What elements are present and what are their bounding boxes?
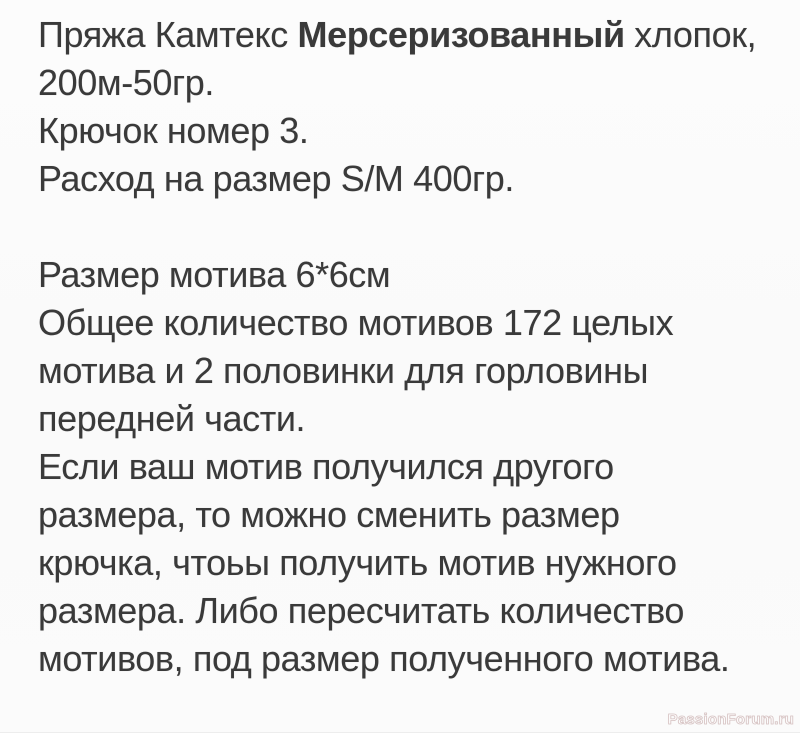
text-line-yarn-title bbox=[38, 11, 780, 59]
text-line-advice-1: Если ваш мотив получился другого bbox=[38, 446, 614, 487]
watermark: PassionForum.ru bbox=[667, 711, 794, 728]
text-line-advice-2: размера, то можно сменить размер bbox=[38, 494, 620, 535]
yarn-title-bold: Мерсеризованный bbox=[297, 14, 625, 55]
text-line-advice-4: размера. Либо пересчитать количество bbox=[38, 590, 685, 631]
document-text bbox=[38, 11, 780, 683]
text-line-motif-count-2: мотива и 2 половинки для горловины bbox=[38, 350, 649, 391]
text-line-motif-count-1: Общее количество мотивов 172 целых bbox=[38, 302, 674, 343]
text-line-motif-count-3: передней части. bbox=[38, 398, 306, 439]
yarn-title-suffix: хлопок, bbox=[624, 14, 757, 55]
text-line-consumption: Расход на размер S/M 400гр. bbox=[38, 158, 514, 199]
text-line-yardage: 200м-50гр. bbox=[38, 62, 215, 103]
paragraph-gap bbox=[38, 203, 780, 251]
text-line-advice-3: крючка, чтоьы получить мотив нужного bbox=[38, 542, 677, 583]
yarn-title-prefix: Пряжа Камтекс bbox=[38, 14, 298, 55]
text-line-advice-5: мотивов, под размер полученного мотива. bbox=[38, 638, 730, 679]
text-line-hook-size: Крючок номер 3. bbox=[38, 110, 309, 151]
text-line-motif-size: Размер мотива 6*6см bbox=[38, 254, 391, 295]
